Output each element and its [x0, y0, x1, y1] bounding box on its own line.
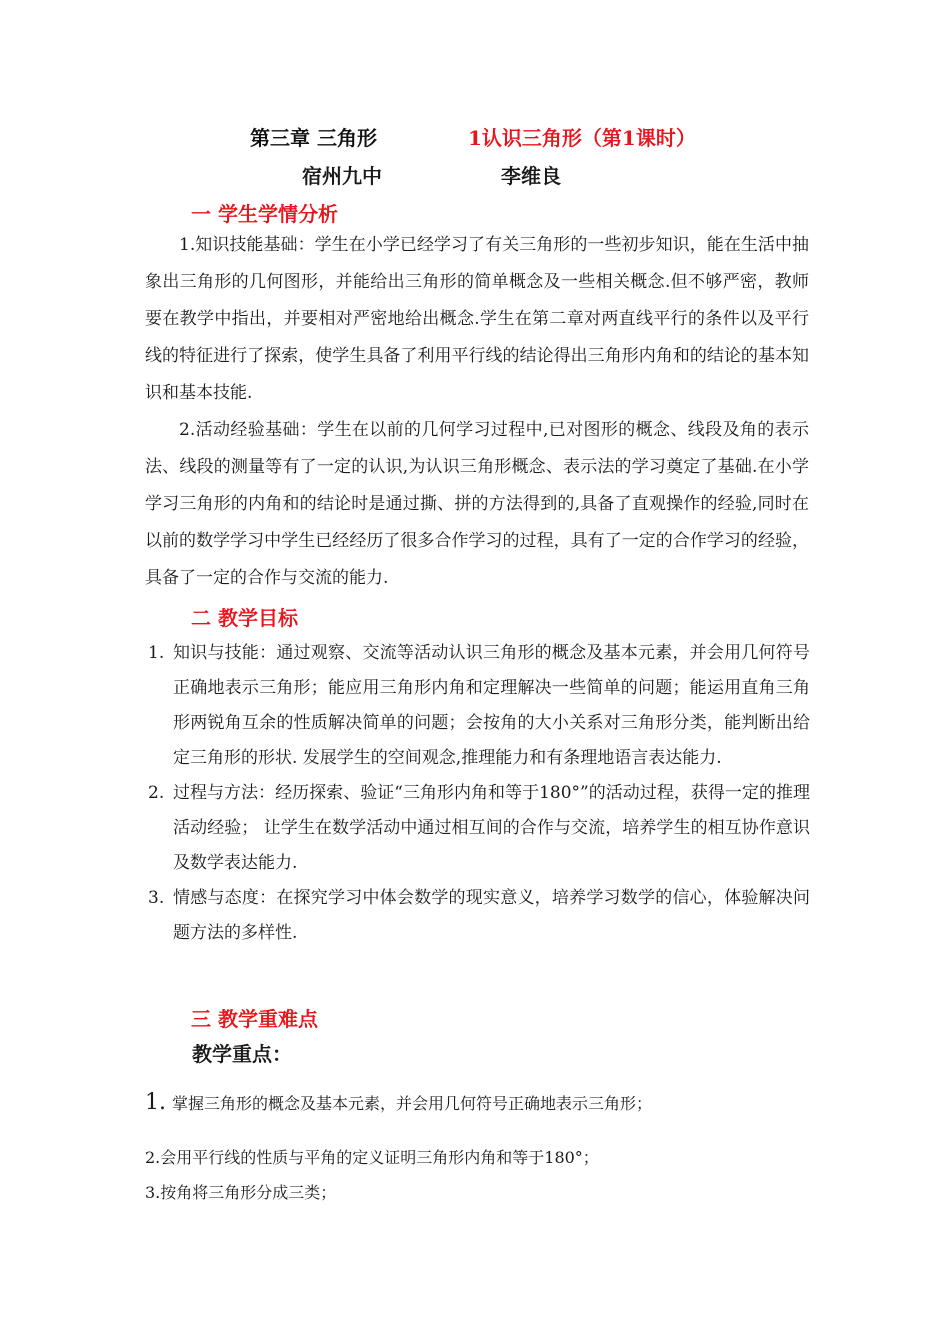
section-heading-key-difficult-points: 三 教学重难点: [191, 1007, 318, 1031]
lesson-title: 1认识三角形（第1课时）: [468, 126, 696, 150]
chapter-title: 第三章 三角形: [250, 126, 377, 150]
section-heading-teaching-goals: 二 教学目标: [191, 606, 298, 630]
key-point-2: 2.会用平行线的性质与平角的定义证明三角形内角和等于180°；: [145, 1148, 599, 1167]
section-heading-student-analysis: 一 学生学情分析: [191, 202, 338, 226]
teaching-goals-list: [148, 636, 810, 951]
author-line: [302, 160, 561, 189]
list-item: 1. 知识与技能：通过观察、交流等活动认识三角形的概念及基本元素，并会用几何符号正确地表示三角形；能应用三角形内角和定理解决一些简单的问题；能运用直角三角形两锐角互余的性质解决简单的问题；会按角的大小关系对三角形分类，能判断出给定三角形的形状. 发展学生的空间观念,推理能力和有条理地语言表达能力.: [148, 643, 810, 768]
author-name: 李维良: [501, 164, 561, 188]
document-title: [250, 122, 810, 151]
paragraph-knowledge-basis: 1.知识技能基础：学生在小学已经学习了有关三角形的一些初步知识，能在生活中抽象出三角形的几何图形，并能给出三角形的简单概念及一些相关概念.但不够严密，教师要在教学中指出，并要相对严密地给出概念.学生在第二章对两直线平行的条件以及平行线的特征进行了探索，使学生具备了利用平行线的结论得出三角形内角和的结论的基本知识和基本技能.: [145, 235, 809, 403]
key-point-3: 3.按角将三角形分成三类；: [145, 1183, 337, 1202]
paragraph-activity-basis: 2.活动经验基础：学生在以前的几何学习过程中,已对图形的概念、线段及角的表示法、线段的测量等有了一定的认识,为认识三角形概念、表示法的学习奠定了基础.在小学学习三角形的内角和的结论时是通过撕、拼的方法得到的,具备了直观操作的经验,同时在以前的数学学习中学生已经经历了很多合作学习的过程，具有了一定的合作学习的经验，具备了一定的合作与交流的能力.: [145, 420, 809, 588]
school-name: 宿州九中: [302, 164, 382, 188]
list-item: 2. 过程与方法：经历探索、验证“三角形内角和等于180°”的活动过程，获得一定的推理活动经验； 让学生在数学活动中通过相互间的合作与交流，培养学生的相互协作意识及数学表达能力.: [148, 783, 810, 873]
list-item: 3. 情感与态度：在探究学习中体会数学的现实意义，培养学习数学的信心，体验解决问题方法的多样性.: [148, 888, 810, 943]
key-points-subheading: 教学重点：: [192, 1042, 292, 1066]
key-point-1: 1. 掌握三角形的概念及基本元素，并会用几何符号正确地表示三角形；: [145, 1090, 653, 1115]
